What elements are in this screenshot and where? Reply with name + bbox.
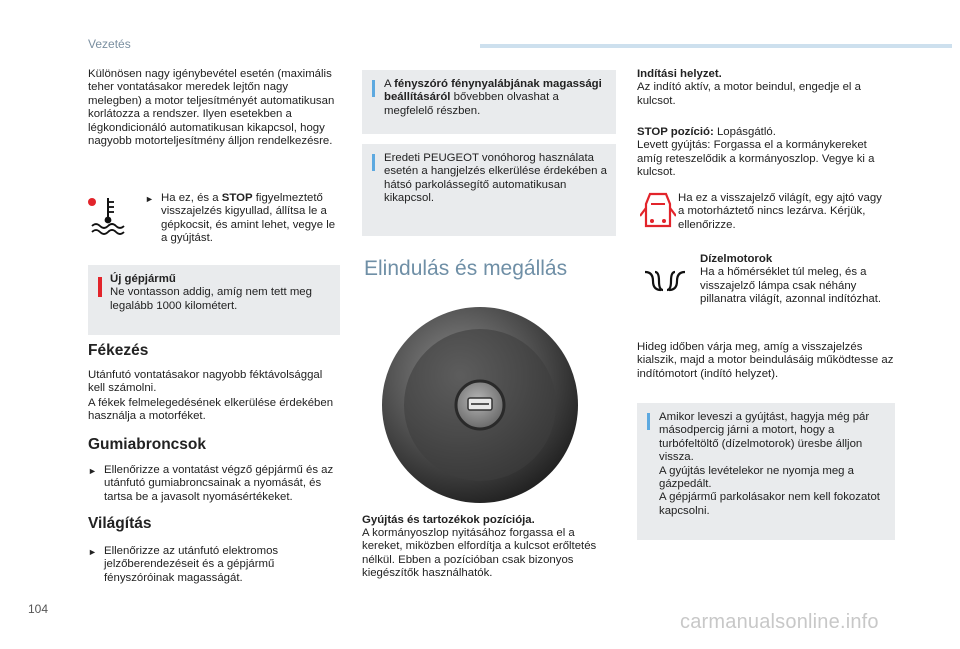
ignition-text: A kormányoszlop nyitásához forgassa el a kereket, miközben elfordítja a kulcsot erőltetés nélkül. Ebben a pozícióban csak bizonyos kiegészítők használhatók. (362, 527, 597, 580)
heading-gumiabroncsok: Gumiabroncsok (88, 436, 206, 453)
info-bar-icon (372, 80, 375, 97)
vilagitas-item-text: Ellenőrizze az utánfutó elektromos jelzőberendezéseit és a gépjármű fényszóróinak magasságát. (104, 545, 279, 584)
start-title: Indítási helyzet. (637, 68, 722, 80)
header-bar (480, 44, 952, 48)
ignition-title (362, 514, 616, 527)
new-vehicle-warning-box (88, 265, 340, 335)
section-header: Vezetés (88, 37, 131, 51)
heading-vilagitas: Világítás (88, 515, 152, 532)
page-number: 104 (28, 602, 49, 616)
towbar-info-box (362, 144, 616, 236)
stop-position-text: Levett gyújtás: Forgassa el a kormánykereket amíg reteszelődik a kormányoszlop. Vegye ki a kulcsot. (637, 139, 875, 179)
engine-off-info-box (637, 403, 895, 540)
heading-fekezes: Fékezés (88, 342, 149, 359)
watermark: carmanualsonline.info (680, 611, 879, 633)
stop-position (637, 126, 895, 180)
door-warning-text: Ha ez a visszajelző világít, egy ajtó vagy a motorháztető nincs lezárva. Kérjük, ellenőrizze. (678, 192, 882, 231)
towbar-info-text: Eredeti PEUGEOT vonóhorog használata esetén a hangjelzés elkerülése érdekében a hátsó parkolássegítő automatikusan kikapcsol. (384, 152, 607, 205)
stop-warning-bold: STOP (221, 192, 253, 204)
diesel-title: Dízelmotorok (700, 253, 773, 265)
ignition-lock-image (380, 305, 580, 505)
start-text: Az indító aktív, a motor beindul, engedje el a kulcsot. (637, 81, 861, 107)
glow-plug-icon (643, 268, 687, 294)
diesel-text: Ha a hőmérséklet túl meleg, és a visszajelző lámpa csak néhány pillanatra világít, azonnal indítózhat. (700, 266, 882, 306)
stop-warning-prefix: Ha ez, és a (161, 192, 222, 204)
stop-warning-rest: figyelmeztető visszajelzés kigyullad, állítsa le a gépkocsit, és amint lehet, vegye le a gyújtást. (161, 192, 336, 245)
info-line-1: Amikor leveszi a gyújtást, hagyja még pár másodpercig járni a motort, hogy a turbófeltöltő (dízelmotorok) üresbe álljon vissza. (659, 411, 870, 464)
door-open-warning-icon (640, 190, 676, 232)
intro-paragraph: Különösen nagy igénybevétel esetén (maximális teher vontatásakor meredek lejtőn nagy melegben) a motor teljesítményét automatikusan korlátozza a rendszer. Ilyen esetekben a légkondicionáló automatikusan kikapcsol, hogy nagyobb motorteljesítmény álljon rendelkezésre. (88, 68, 335, 148)
bullet-arrow-icon: ► (88, 466, 97, 476)
headlight-info-box (362, 70, 616, 134)
gumi-item (88, 464, 338, 504)
stop-warning-item (145, 192, 340, 246)
vilagitas-item (88, 545, 338, 585)
headlight-info-rest: bővebben olvashat a megfelelő részben. (384, 91, 559, 117)
info-line-3: A gépjármű parkolásakor nem kell fokozatot kapcsolni. (659, 491, 880, 517)
section-title: Elindulás és megállás (364, 257, 568, 280)
stop-position-rest: Lopásgátló. (713, 126, 776, 138)
fekezes-text-2: A fékek felmelegedésének elkerülése érdekében használja a motorféket. (88, 397, 334, 423)
headlight-info-prefix: A (384, 78, 395, 90)
warning-exclamation-icon (98, 277, 102, 297)
headlight-info-bold: fényszóró fénynyalábjának magassági beállításáról (384, 78, 602, 104)
gumi-item-text: Ellenőrizze a vontatást végző gépjármű és az utánfutó gumiabroncsainak a nyomását, és tartsa be a javasolt nyomásértékeket. (104, 464, 334, 503)
cold-weather-text: Hideg időben várja meg, amíg a visszajelzés kialszik, majd a motor beindulásáig működtesse az indítómotort (indító helyzet). (637, 341, 894, 380)
bullet-arrow-icon: ► (145, 194, 154, 204)
new-vehicle-title: Új gépjármű (110, 273, 176, 285)
info-bar-icon (372, 154, 375, 171)
bullet-arrow-icon: ► (88, 547, 97, 557)
info-bar-icon (647, 413, 650, 430)
fekezes-text-1: Utánfutó vontatásakor nagyobb féktávolsággal kell számolni. (88, 369, 323, 395)
new-vehicle-text: Ne vontasson addig, amíg nem tett meg legalább 1000 kilométert. (110, 286, 312, 312)
diesel-section (700, 253, 900, 307)
coolant-temperature-warning-icon (86, 196, 130, 236)
ignition-title-text: Gyújtás és tartozékok pozíciója. (362, 514, 535, 526)
info-line-2: A gyújtás levételekor ne nyomja meg a gázpedált. (659, 464, 855, 491)
start-position (637, 68, 895, 108)
stop-position-bold: STOP pozíció: (637, 126, 714, 138)
